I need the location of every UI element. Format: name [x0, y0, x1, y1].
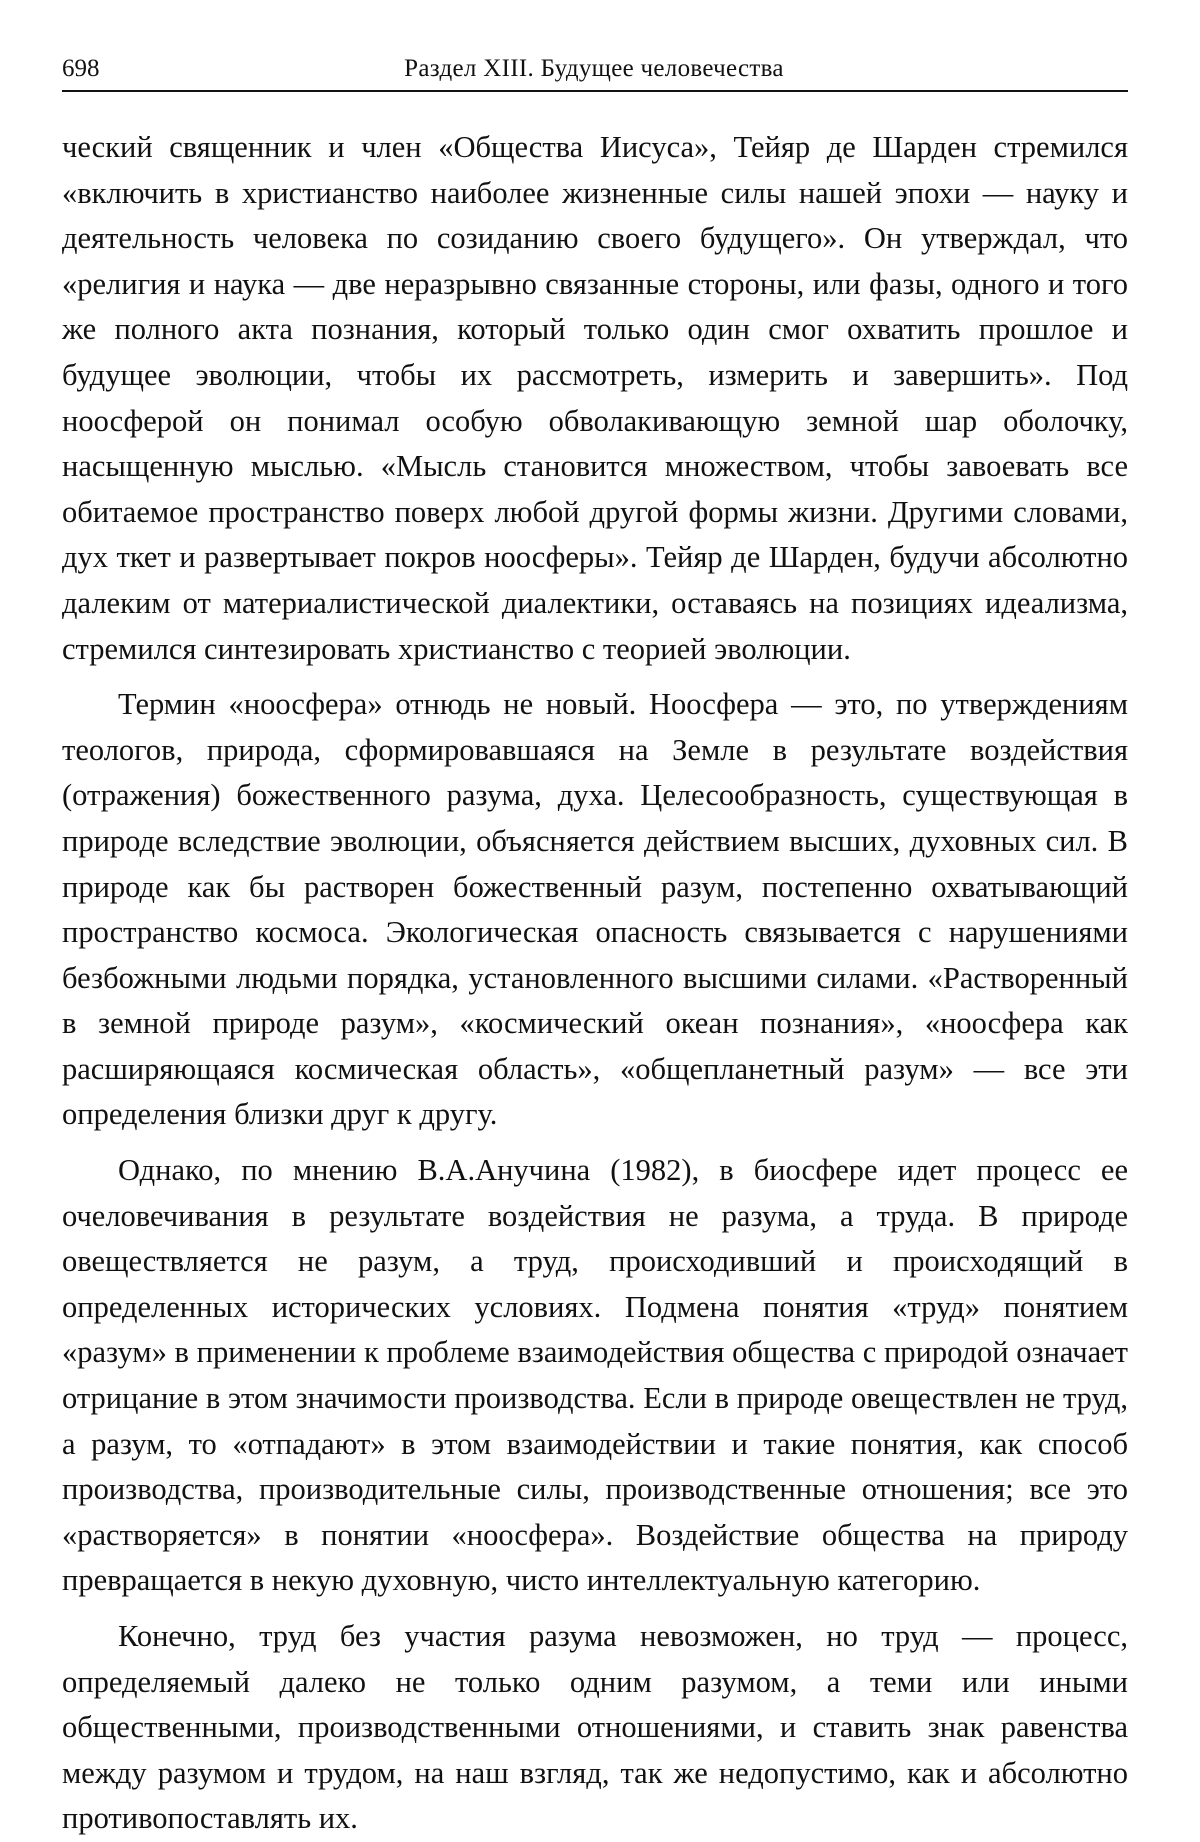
paragraph: Конечно, труд без участия разума невозможен, но труд — процесс, определяемый далеко не только одним разумом, а теми или иными общественными, производственными отношениями, и ставить знак равенства между разумом и трудом, на наш взгляд, так же недопустимо, как и абсолютно противопоставлять их. [62, 1614, 1128, 1842]
section-title: Раздел XIII. Будущее человечества [62, 54, 1126, 84]
book-page [0, 0, 1200, 1813]
paragraph: Однако, по мнению В.А.Анучина (1982), в биосфере идет процесс ее очеловечивания в результате воздействия не разума, а труда. В природе овеществляется не разум, а труд, происходивший и происходящий в определенных исторических условиях. Подмена понятия «труд» понятием «разум» в применении к проблеме взаимодействия общества с природой означает отрицание в этом значимости производства. Если в природе овеществлен не труд, а разум, то «отпадают» в этом взаимодействии и такие понятия, как способ производства, производительные силы, производственные отношения; все это «растворяется» в понятии «ноосфера». Воздействие общества на природу превращается в некую духовную, чисто интеллектуальную категорию. [62, 1148, 1128, 1604]
page-number: 698 [62, 54, 100, 84]
running-head [62, 44, 1126, 84]
paragraph-continued: ческий священник и член «Общества Иисуса», Тейяр де Шарден стремился «включить в христианство наиболее жизненные силы нашей эпохи — науку и деятельность человека по созиданию своего будущего». Он утверждал, что «религия и наука — две неразрывно связанные стороны, или фазы, одного и того же полного акта познания, который только один смог охватить прошлое и будущее эволюции, чтобы их рассмотреть, измерить и завершить». Под ноосферой он понимал особую обволакивающую земной шар оболочку, насыщенную мыслью. «Мысль становится множеством, чтобы завоевать все обитаемое пространство поверх любой другой формы жизни. Другими словами, дух ткет и развертывает покров ноосферы». Тейяр де Шарден, будучи абсолютно далеким от материалистической диалектики, оставаясь на позициях идеализма, стремился синтезировать христианство с теорией эволюции. [62, 125, 1128, 672]
paragraph: Термин «ноосфера» отнюдь не новый. Ноосфера — это, по утверждениям теологов, природа, сформировавшаяся на Земле в результате воздействия (отражения) божественного разума, духа. Целесообразность, существующая в природе вследствие эволюции, объясняется действием высших, духовных сил. В природе как бы растворен божественный разум, постепенно охватывающий пространство космоса. Экологическая опасность связывается с нарушениями безбожными людьми порядка, установленного высшими силами. «Растворенный в земной природе разум», «космический океан познания», «ноосфера как расширяющаяся космическая область», «общепланетный разум» — все эти определения близки друг к другу. [62, 682, 1128, 1138]
body-text [62, 125, 1128, 1842]
header-rule [62, 90, 1128, 92]
